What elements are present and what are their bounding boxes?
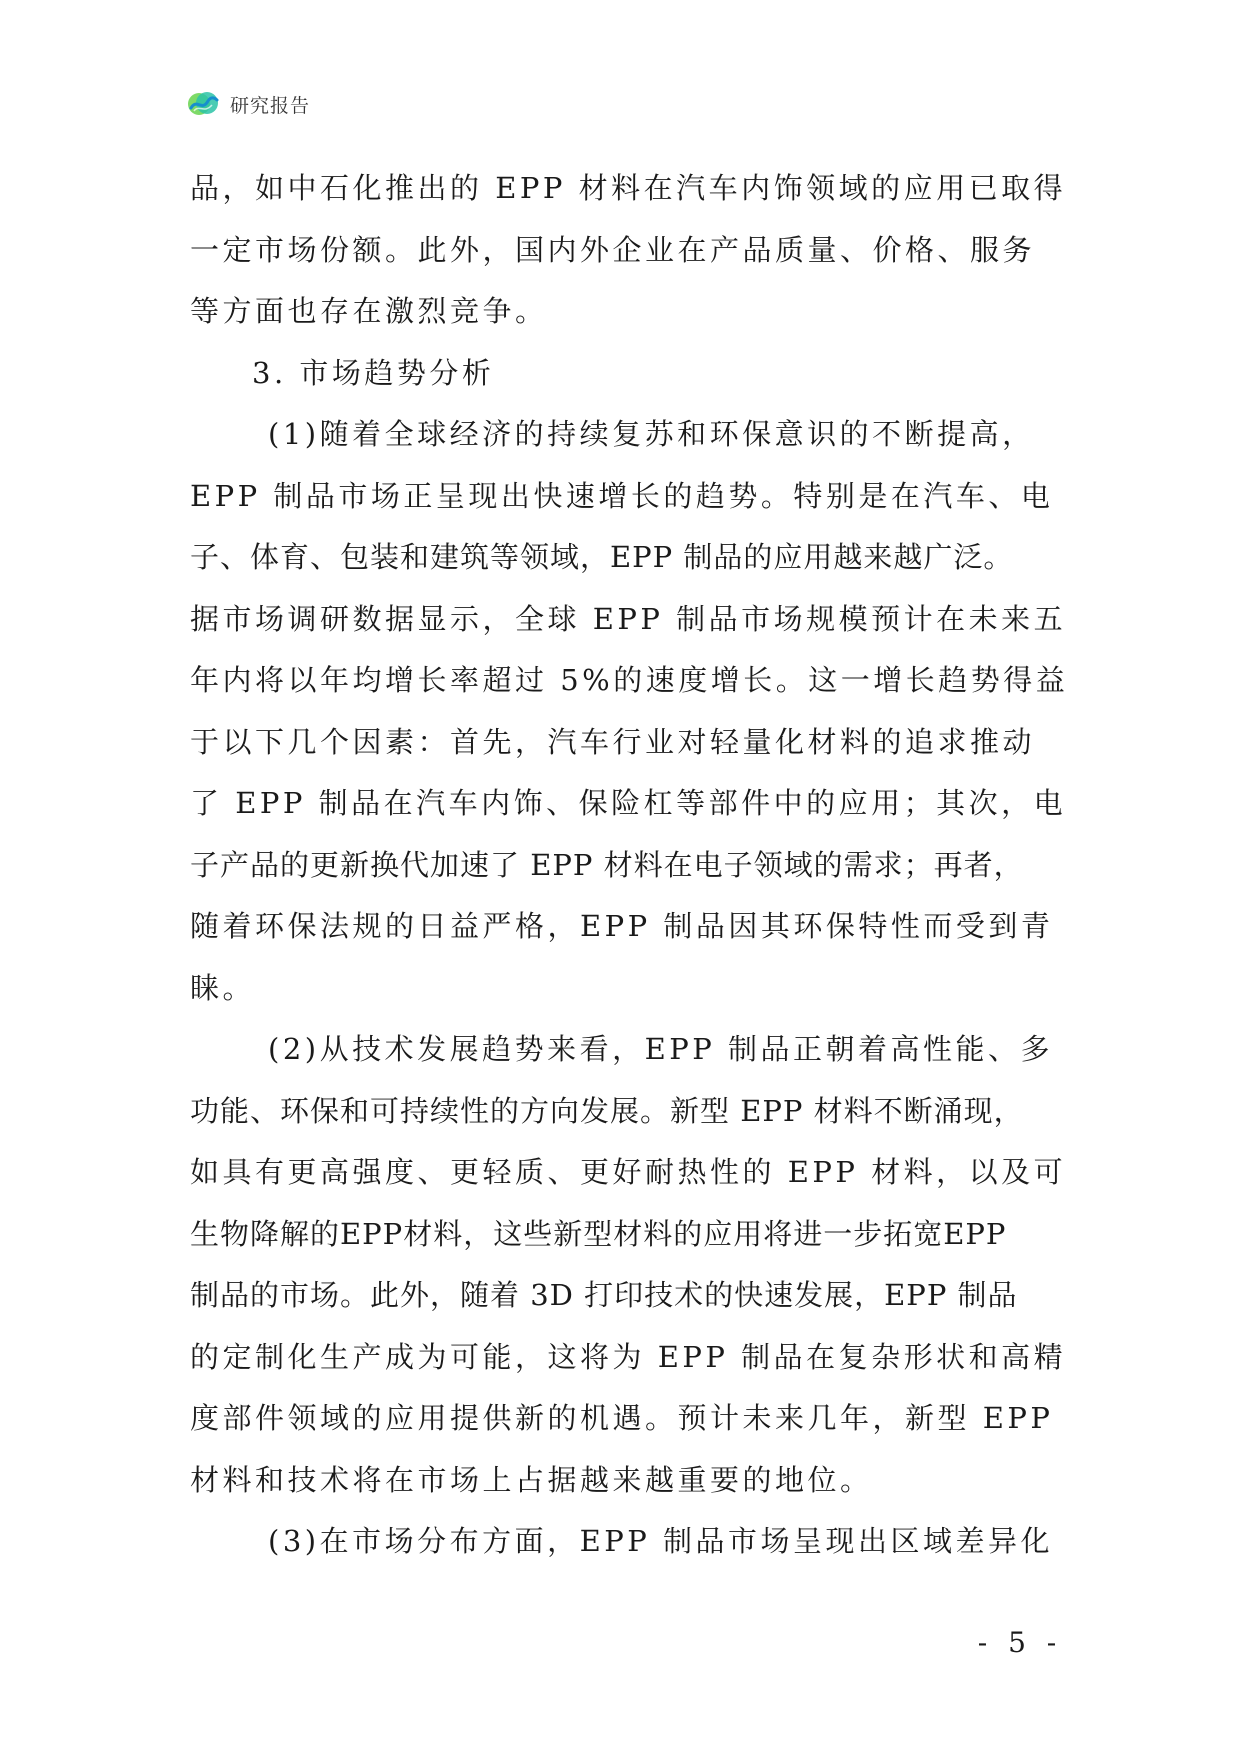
body-line: 如具有更高强度、更轻质、更好耐热性的 EPP 材料，以及可 [190,1155,1067,1189]
body-line: 等方面也存在激烈竞争。 [190,294,548,328]
brand-logo-icon [186,87,220,121]
body-line: 年内将以年均增长率超过 5%的速度增长。这一增长趋势得益 [190,663,1069,697]
paragraph-first-line: (1)随着全球经济的持续复苏和环保意识的不断提高， [268,417,1035,451]
header-title: 研究报告 [230,94,311,117]
body-line: 了 EPP 制品在汽车内饰、保险杠等部件中的应用；其次，电 [190,786,1067,820]
body-line: 生物降解的EPP材料，这些新型材料的应用将进一步拓宽EPP [190,1216,1007,1251]
body-line: 制品的市场。此外，随着 3D 打印技术的快速发展，EPP 制品 [190,1278,1018,1312]
body-line: 睐。 [190,970,256,1005]
body-line: 随着环保法规的日益严格，EPP 制品因其环保特性而受到青 [190,909,1054,943]
body-line: 一定市场份额。此外，国内外企业在产品质量、价格、服务 [190,232,1036,267]
body-line: 的定制化生产成为可能，这将为 EPP 制品在复杂形状和高精 [190,1339,1067,1374]
section-heading: 3. 市场趋势分析 [252,355,495,390]
body-line: 子、体育、包装和建筑等领域，EPP 制品的应用越来越广泛。 [190,540,1014,574]
body-line: EPP 制品市场正呈现出快速增长的趋势。特别是在汽车、电 [190,478,1054,513]
body-line: 功能、环保和可持续性的方向发展。新型 EPP 材料不断涌现， [190,1093,1024,1128]
body-line: 于以下几个因素：首先，汽车行业对轻量化材料的追求推动 [190,724,1036,759]
body-line: 品，如中石化推出的 EPP 材料在汽车内饰领域的应用已取得 [190,171,1067,205]
page-header [186,86,310,122]
paragraph-first-line: (2)从技术发展趋势来看，EPP 制品正朝着高性能、多 [268,1032,1053,1066]
paragraph-first-line: (3)在市场分布方面，EPP 制品市场呈现出区域差异化 [268,1524,1053,1558]
body-line: 子产品的更新换代加速了 EPP 材料在电子领域的需求；再者， [190,847,1024,882]
page-number: - 5 - [977,1626,1063,1659]
body-line: 度部件领域的应用提供新的机遇。预计未来几年，新型 EPP [190,1401,1054,1435]
body-line: 材料和技术将在市场上占据越来越重要的地位。 [190,1462,873,1497]
document-body [190,158,1069,1573]
body-line: 据市场调研数据显示，全球 EPP 制品市场规模预计在未来五 [190,601,1067,636]
